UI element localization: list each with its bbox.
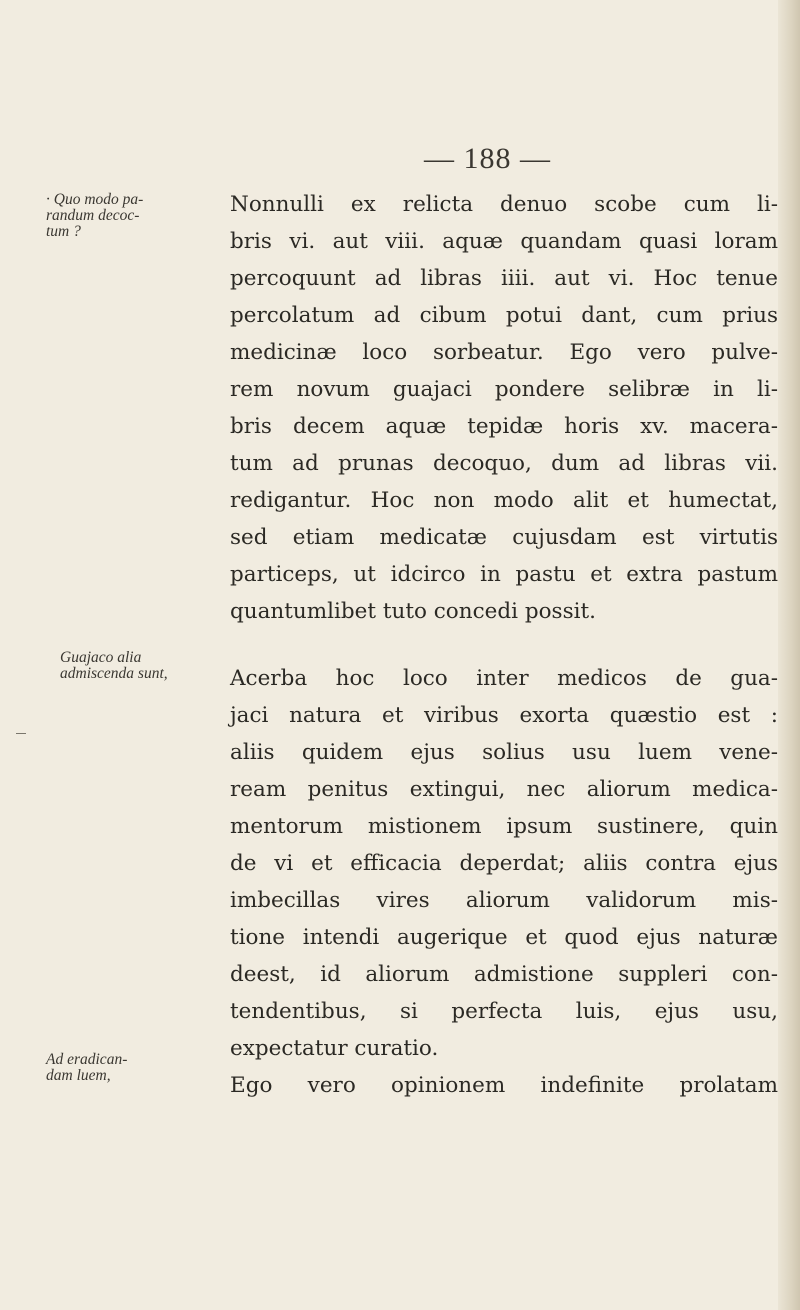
- page-number: — 188 —: [424, 142, 551, 175]
- margin-note-2: [60, 650, 168, 682]
- body-text: [230, 186, 778, 1104]
- text-line: mentorum mistionem ipsum sustinere, quin: [230, 814, 778, 839]
- text-line: medicinæ loco sorbeatur. Ego vero pulve-: [230, 340, 778, 365]
- text-line: redigantur. Hoc non modo alit et humectat,: [230, 488, 778, 513]
- paragraph-1: [230, 186, 778, 630]
- text-line: Nonnulli ex relicta denuo scobe cum li-: [230, 192, 778, 217]
- text-line: bris vi. aut viii. aquæ quandam quasi loram: [230, 229, 778, 254]
- text-line: jaci natura et viribus exorta quæstio est :: [230, 703, 778, 728]
- paragraph-gap: [230, 630, 778, 660]
- text-line: sed etiam medicatæ cujusdam est virtutis: [230, 525, 778, 550]
- text-line: expectatur curatio.: [230, 1036, 439, 1061]
- margin-mark: [16, 733, 26, 734]
- text-line: imbecillas vires aliorum validorum mis-: [230, 888, 778, 913]
- margin-note-line: Guajaco alia: [60, 649, 142, 666]
- text-line: percoquunt ad libras iiii. aut vi. Hoc tenue: [230, 266, 778, 291]
- text-line: aliis quidem ejus solius usu luem vene-: [230, 740, 778, 765]
- margin-note-1: [46, 192, 143, 240]
- margin-note-line: · Quo modo pa-: [46, 191, 144, 208]
- text-line: bris decem aquæ tepidæ horis xv. macera-: [230, 414, 778, 439]
- text-line: Ego vero opinionem indefinite prolatam: [230, 1073, 778, 1098]
- text-line: quantumlibet tuto concedi possit.: [230, 599, 596, 624]
- margin-note-line: admiscenda sunt,: [60, 665, 168, 682]
- margin-note-3: [46, 1052, 127, 1084]
- text-line: tum ad prunas decoquo, dum ad libras vii.: [230, 451, 778, 476]
- text-line: particeps, ut idcirco in pastu et extra pastum: [230, 562, 778, 587]
- text-line: percolatum ad cibum potui dant, cum prius: [230, 303, 778, 328]
- paragraph-3: [230, 1067, 778, 1104]
- margin-note-line: Ad eradican-: [46, 1051, 128, 1068]
- text-line: tione intendi augerique et quod ejus naturæ: [230, 925, 778, 950]
- margin-note-line: randum decoc-: [46, 207, 140, 224]
- text-line: tendentibus, si perfecta luis, ejus usu,: [230, 999, 778, 1024]
- text-line: ream penitus extingui, nec aliorum medica-: [230, 777, 778, 802]
- margin-note-line: tum ?: [46, 223, 81, 240]
- margin-note-line: dam luem,: [46, 1067, 111, 1084]
- page-edge: [778, 0, 800, 1310]
- text-line: rem novum guajaci pondere selibræ in li-: [230, 377, 778, 402]
- text-line: Acerba hoc loco inter medicos de gua-: [230, 666, 778, 691]
- text-line: deest, id aliorum admistione suppleri con-: [230, 962, 778, 987]
- text-line: de vi et efficacia deperdat; aliis contra ejus: [230, 851, 778, 876]
- paragraph-2: [230, 660, 778, 1067]
